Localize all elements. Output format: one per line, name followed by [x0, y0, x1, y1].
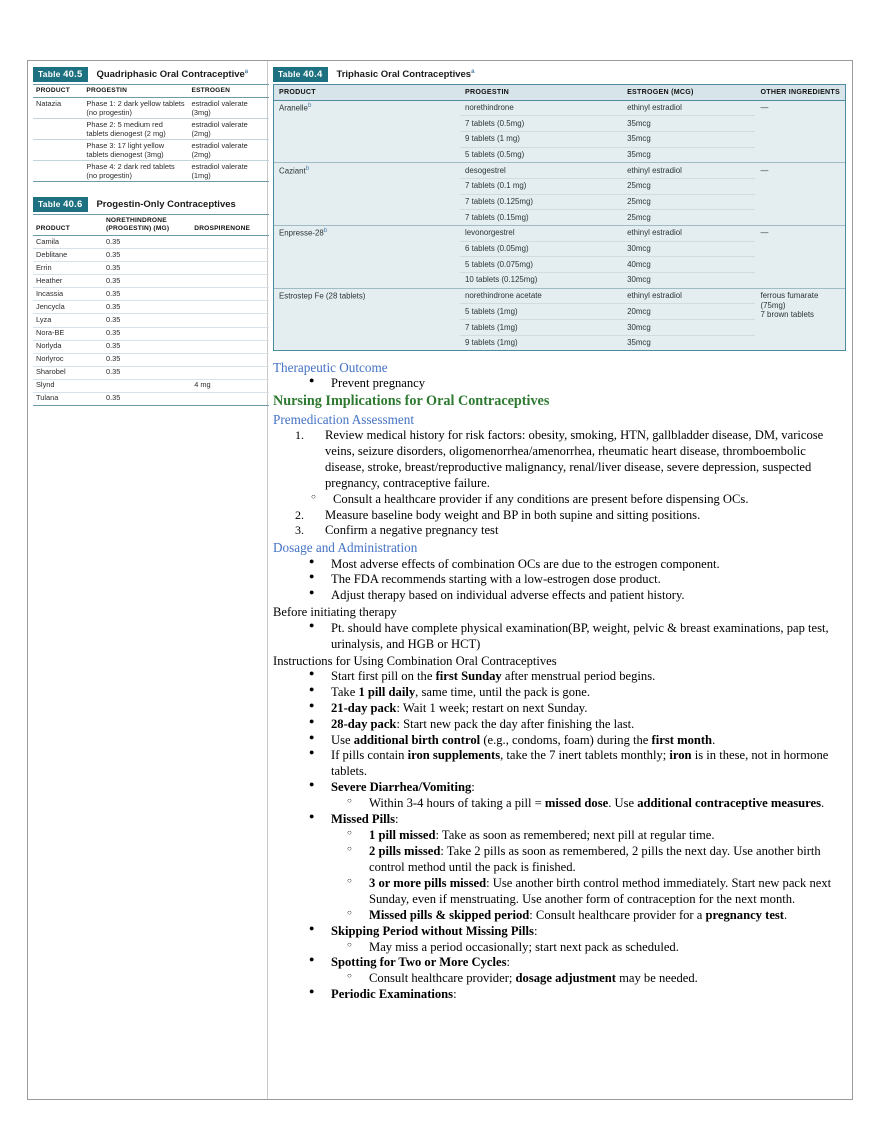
table-row [33, 301, 269, 314]
t: : [533, 923, 538, 938]
t: : Take as soon as remembered; next pill at regular time. [435, 828, 715, 843]
cell-product [274, 288, 460, 350]
cell-progestin: desogestrel [460, 163, 622, 179]
cell-estrogen: estradiol valerate (3mg) [191, 99, 248, 118]
table-40-5-title [96, 69, 248, 80]
t: : Take 2 pills as soon as remembered, 2 pills the next day. Use another birth control method until the pack is finished. [369, 844, 821, 874]
table-40-4-title-row [273, 66, 846, 84]
list-item: ● Adjust therapy based on individual adverse effects and patient history. [309, 588, 846, 604]
premedication-list [273, 428, 846, 539]
cell-product: Incassia [33, 288, 103, 301]
table-badge-number: 40.6 [63, 199, 83, 211]
table-gap [33, 182, 263, 196]
table-40-4 [273, 66, 846, 351]
list-item: ● Pt. should have complete physical examination(BP, weight, pelvic & breast examinations, pap test, urinalysis, and HGB or HCT) [309, 621, 846, 653]
table-row [33, 119, 269, 140]
list-item: ● The FDA recommends starting with a low-estrogen dose product. [309, 572, 846, 588]
cell-product: Sharobel [33, 366, 103, 379]
col-header-product: PRODUCT [33, 215, 103, 236]
table-badge-word: Table [278, 69, 301, 79]
cell-progestin: Phase 2: 5 medium red tablets dienogest (2 mg) [83, 119, 188, 140]
severe-sublist [309, 796, 846, 812]
table-row [274, 163, 845, 179]
col-header-estrogen: ESTROGEN [188, 85, 269, 98]
list-item [309, 717, 846, 733]
cell-progestin: levonorgestrel [460, 225, 622, 241]
table-row [33, 161, 269, 182]
t-bold: additional birth control [353, 732, 481, 747]
table-40-4-title-footnote: a [471, 68, 475, 75]
list-item [309, 701, 846, 717]
cell-drospirenone: 4 mg [191, 379, 269, 392]
table-40-4-badge [273, 67, 328, 82]
t-bold: Missed Pills [331, 812, 396, 827]
cell-product: Norlyroc [33, 353, 103, 366]
t-bold: first Sunday [435, 668, 502, 683]
cell-product: Tulana [33, 392, 103, 405]
t-bold: 1 pill missed [369, 828, 436, 843]
cell-progestin: 7 tablets (0.15mg) [460, 210, 622, 226]
cell-drospirenone [191, 314, 269, 327]
t-bold: 3 or more pills missed [369, 875, 487, 890]
t: : Use another birth control method immediately. Start new pack next Sunday, even if menstruating. Use another form of contraception for the next month. [369, 875, 832, 906]
table-row [33, 249, 269, 262]
t-bold: Missed pills & skipped period [369, 907, 530, 922]
list-item [309, 987, 846, 1003]
cell-estrogen: ethinyl estradiol [622, 225, 755, 241]
list-item: ● Most adverse effects of combination OCs are due to the estrogen component. [309, 557, 846, 573]
list-item-text: Consult a healthcare provider if any conditions are present before dispensing OCs. [333, 491, 749, 506]
table-40-4-frame [273, 84, 846, 351]
cell-norethindrone: 0.35 [103, 392, 191, 405]
cell-other-ingredients [755, 225, 845, 288]
cell-estrogen: ethinyl estradiol [627, 103, 682, 113]
cell-product [274, 163, 460, 226]
left-column [28, 61, 268, 1099]
cell-other-l1: ferrous fumarate (75mg) [760, 291, 819, 310]
cell-product: Natazia [36, 99, 62, 109]
table-row [33, 379, 269, 392]
table-badge-word: Table [38, 199, 61, 210]
list-item [309, 685, 846, 701]
t-bold: Spotting for Two or More Cycles [331, 955, 507, 970]
cell-product: Heather [33, 275, 103, 288]
t: Consult healthcare provider; [369, 971, 516, 986]
cell-other-l1: — [760, 165, 769, 175]
cell-progestin: 7 tablets (0.125mg) [460, 194, 622, 210]
table-row [33, 275, 269, 288]
cell-estrogen: 30mcg [622, 241, 755, 257]
table-row [274, 288, 845, 304]
cell-norethindrone: 0.35 [103, 275, 191, 288]
cell-progestin: 7 tablets (0.1 mg) [460, 178, 622, 194]
cell-product [274, 100, 460, 163]
cell-progestin: Phase 1: 2 dark yellow tablets (no progestin) [86, 99, 185, 118]
list-item [309, 955, 846, 971]
cell-norethindrone [103, 379, 191, 392]
table-40-6-badge [33, 197, 88, 212]
cell-product: Nora-BE [33, 327, 103, 340]
instructions-list [273, 669, 846, 1003]
t: . [784, 907, 788, 922]
premedication-sublist [295, 492, 846, 508]
cell-estrogen: 35mcg [622, 116, 755, 132]
cell-norethindrone: 0.35 [103, 327, 191, 340]
t-bold: Periodic Examinations [331, 987, 454, 1002]
table-40-6 [33, 196, 263, 406]
t: Within 3-4 hours of taking a pill = [369, 796, 545, 811]
t-bold: 1 pill daily [358, 684, 416, 699]
t-bold: 2 pills missed [369, 844, 441, 859]
cell-other-l1: — [760, 228, 769, 238]
cell-estrogen: 25mcg [622, 194, 755, 210]
cell-estrogen: 25mcg [622, 210, 755, 226]
cell-product [274, 225, 460, 288]
cell-estrogen: ethinyl estradiol [622, 288, 755, 304]
table-row [33, 366, 269, 379]
table-row [33, 340, 269, 353]
table-40-4-title-text: Triphasic Oral Contraceptives [336, 69, 472, 81]
cell-estrogen: 20mcg [622, 304, 755, 320]
t: Take [331, 684, 359, 699]
t: Use [331, 732, 354, 747]
t: , take the 7 inert tablets monthly; [500, 748, 670, 763]
t-bold: iron [669, 748, 692, 763]
t: : Consult healthcare provider for a [529, 907, 706, 922]
t: . [821, 796, 825, 811]
cell-norethindrone: 0.35 [103, 262, 191, 275]
t-bold: iron supplements [407, 748, 501, 763]
cell-other-l1: — [760, 103, 769, 113]
cell-progestin: Phase 4: 2 dark red tablets (no progestin) [83, 161, 188, 182]
table-40-5-badge [33, 67, 88, 82]
t-bold: missed dose [544, 796, 609, 811]
cell-product [33, 119, 83, 140]
cell-product-name: Enpresse-28 [279, 229, 324, 239]
list-item: Measure baseline body weight and BP in both supine and sitting positions. [325, 507, 701, 522]
list-item [347, 971, 846, 987]
before-initiating-list [273, 621, 846, 653]
cell-progestin: 6 tablets (0.05mg) [460, 241, 622, 257]
t: is in these, not in hormone tablets. [331, 748, 829, 779]
cell-norethindrone: 0.35 [103, 314, 191, 327]
cell-progestin: 9 tablets (1mg) [460, 335, 622, 350]
therapeutic-outcome-list [273, 376, 846, 392]
list-item [309, 669, 846, 685]
lecture-notes-body [273, 359, 846, 1003]
table-row [33, 327, 269, 340]
list-item [347, 908, 846, 924]
table-row [33, 236, 269, 249]
cell-progestin: 10 tablets (0.125mg) [460, 272, 622, 288]
cell-norethindrone: 0.35 [103, 288, 191, 301]
table-40-5-title-row [33, 66, 263, 84]
t: : [395, 812, 399, 827]
col-header-other-ingredients: OTHER INGREDIENTS [755, 85, 845, 101]
cell-product: Camila [33, 236, 103, 249]
t: . Use [608, 796, 638, 811]
table-row [33, 140, 269, 161]
t-bold: Severe Diarrhea/Vomiting [331, 780, 472, 795]
cell-drospirenone [191, 340, 269, 353]
col-header-norethindrone-l2: (PROGESTIN) (MG) [105, 225, 170, 233]
cell-drospirenone [191, 262, 269, 275]
table-row [33, 262, 269, 275]
cell-drospirenone [191, 249, 269, 262]
cell-progestin: 5 tablets (1mg) [460, 304, 622, 320]
cell-product: Norlyda [33, 340, 103, 353]
col-header-drospirenone: DROSPIRENONE [191, 215, 269, 236]
cell-other-l2: 7 brown tablets [760, 310, 814, 320]
cell-estrogen: 25mcg [622, 178, 755, 194]
cell-product-name: Estrostep Fe (28 tablets) [279, 291, 366, 301]
t: : Start new pack the day after finishing the last. [396, 716, 635, 731]
cell-norethindrone: 0.35 [103, 301, 191, 314]
cell-product: Slynd [33, 379, 103, 392]
t-bold: 21-day pack [331, 700, 397, 715]
cell-estrogen: estradiol valerate (2mg) [188, 119, 269, 140]
cell-drospirenone [191, 275, 269, 288]
dosage-list [273, 557, 846, 605]
table-row [274, 225, 845, 241]
cell-estrogen: 40mcg [622, 257, 755, 273]
table-row [33, 392, 269, 405]
table-40-6-title: Progestin-Only Contraceptives [96, 199, 236, 211]
heading-dosage-administration: Dosage and Administration [273, 540, 418, 556]
cell-product: Jencycla [33, 301, 103, 314]
list-item [347, 876, 846, 908]
cell-drospirenone [191, 392, 269, 405]
list-item [309, 748, 846, 780]
cell-product [33, 140, 83, 161]
heading-premedication-assessment: Premedication Assessment [273, 411, 415, 427]
table-row [33, 353, 269, 366]
t: : [453, 987, 457, 1002]
cell-drospirenone [191, 353, 269, 366]
col-header-product: PRODUCT [274, 85, 460, 101]
list-item [309, 812, 846, 828]
cell-estrogen: 30mcg [622, 272, 755, 288]
heading-instructions: Instructions for Using Combination Oral Contraceptives [273, 653, 557, 668]
table-40-5-header-row [33, 85, 269, 98]
table-badge-number: 40.4 [303, 69, 323, 80]
cell-norethindrone: 0.35 [103, 340, 191, 353]
col-header-norethindrone [103, 215, 191, 236]
two-column-layout [28, 61, 852, 1099]
heading-nursing-implications: Nursing Implications for Oral Contraceptives [273, 393, 550, 410]
t-bold: 28-day pack [331, 716, 397, 731]
table-row [33, 98, 269, 119]
list-item [309, 780, 846, 796]
t: If pills contain [331, 748, 408, 763]
table-row [274, 100, 845, 116]
right-column [268, 61, 852, 1099]
missed-pills-sublist [309, 828, 846, 924]
cell-progestin: 5 tablets (0.075mg) [460, 257, 622, 273]
cell-product-footnote: b [323, 228, 328, 235]
table-row [33, 288, 269, 301]
cell-other-ingredients [755, 100, 845, 163]
col-header-norethindrone-l1: NORETHINDRONE [105, 217, 167, 225]
list-item: ● Prevent pregnancy [309, 376, 846, 392]
spotting-sublist [309, 971, 846, 987]
cell-progestin: 7 tablets (0.5mg) [460, 116, 622, 132]
cell-estrogen: 35mcg [622, 147, 755, 163]
table-40-5-title-text: Quadriphasic Oral Contraceptive [96, 69, 245, 81]
list-item: Review medical history for risk factors: obesity, smoking, HTN, gallbladder disease, DM, varicose veins, seizure disorders, oligomenorrhea/amenorrhea, rheumatic heart disease, thromboembolic disease, stroke, breast/reproductive malignancy, renal/liver disease, severe depression, suspected pregnancy, contraceptive failure. [325, 427, 824, 490]
cell-product: Deblitane [33, 249, 103, 262]
cell-progestin: norethindrone acetate [460, 288, 622, 304]
heading-therapeutic-outcome: Therapeutic Outcome [273, 360, 388, 376]
table-row [33, 314, 269, 327]
list-item [311, 492, 846, 508]
cell-progestin: 9 tablets (1 mg) [460, 131, 622, 147]
list-item [309, 924, 846, 940]
list-item: ○ May miss a period occasionally; start next pack as scheduled. [347, 940, 846, 956]
t: : Wait 1 week; restart on next Sunday. [396, 700, 588, 715]
cell-product [33, 161, 83, 182]
document-page [27, 60, 853, 1100]
cell-product-name: Caziant [279, 166, 306, 176]
list-item: Confirm a negative pregnancy test [325, 523, 499, 538]
cell-drospirenone [191, 288, 269, 301]
cell-norethindrone: 0.35 [103, 236, 191, 249]
t-bold: Skipping Period without Missing Pills [331, 923, 534, 938]
heading-before-initiating-therapy: Before initiating therapy [273, 605, 397, 620]
cell-progestin: 7 tablets (1mg) [460, 319, 622, 335]
table-badge-word: Table [38, 69, 61, 79]
cell-estrogen: 35mcg [622, 335, 755, 350]
col-header-progestin: PROGESTIN [460, 85, 622, 101]
t-bold: additional contraceptive measures [637, 796, 822, 811]
t-bold: dosage adjustment [515, 971, 616, 986]
table-40-6-grid [33, 214, 269, 406]
cell-product-footnote: b [305, 165, 310, 172]
t: . [712, 732, 716, 747]
table-40-6-title-row [33, 196, 263, 214]
cell-product-footnote: b [307, 103, 312, 110]
cell-estrogen: estradiol valerate (1mg) [188, 161, 269, 182]
t: (e.g., condoms, foam) during the [480, 732, 652, 747]
cell-estrogen: 35mcg [622, 131, 755, 147]
cell-progestin: Phase 3: 17 light yellow tablets dienogest (3mg) [83, 140, 188, 161]
cell-product: Lyza [33, 314, 103, 327]
table-40-4-grid [274, 84, 845, 350]
cell-other-ingredients [755, 288, 845, 350]
list-item [347, 844, 846, 876]
cell-progestin: norethindrone [465, 103, 514, 113]
list-item [347, 828, 846, 844]
cell-norethindrone: 0.35 [103, 366, 191, 379]
table-40-5-grid [33, 84, 269, 182]
list-item [309, 733, 846, 749]
cell-estrogen: estradiol valerate (2mg) [188, 140, 269, 161]
cell-other-ingredients [755, 163, 845, 226]
col-header-product: PRODUCT [33, 85, 83, 98]
t: may be needed. [615, 971, 698, 986]
table-40-4-header-row [274, 85, 845, 101]
table-40-6-header-row [33, 215, 269, 236]
cell-drospirenone [191, 301, 269, 314]
skipping-sublist [309, 940, 846, 956]
cell-norethindrone: 0.35 [103, 249, 191, 262]
col-header-progestin: PROGESTIN [83, 85, 188, 98]
t: after menstrual period begins. [501, 668, 656, 683]
cell-estrogen: 30mcg [622, 319, 755, 335]
table-40-4-title [336, 69, 474, 80]
cell-product: Errin [33, 262, 103, 275]
t: : [471, 780, 475, 795]
cell-progestin: 5 tablets (0.5mg) [460, 147, 622, 163]
col-header-estrogen: ESTROGEN (MCG) [622, 85, 755, 101]
cell-drospirenone [191, 236, 269, 249]
t: Start first pill on the [331, 668, 436, 683]
cell-estrogen: ethinyl estradiol [622, 163, 755, 179]
cell-drospirenone [191, 366, 269, 379]
cell-product-name: Aranelle [279, 103, 308, 113]
t: : [506, 955, 510, 970]
t-bold: first month [651, 732, 713, 747]
t-bold: pregnancy test [705, 907, 785, 922]
table-40-5-title-footnote: a [244, 68, 249, 75]
table-badge-number: 40.5 [63, 69, 83, 80]
list-item [347, 796, 846, 812]
cell-drospirenone [191, 327, 269, 340]
cell-norethindrone: 0.35 [103, 353, 191, 366]
table-40-5 [33, 66, 263, 182]
t: , same time, until the pack is gone. [415, 684, 591, 699]
